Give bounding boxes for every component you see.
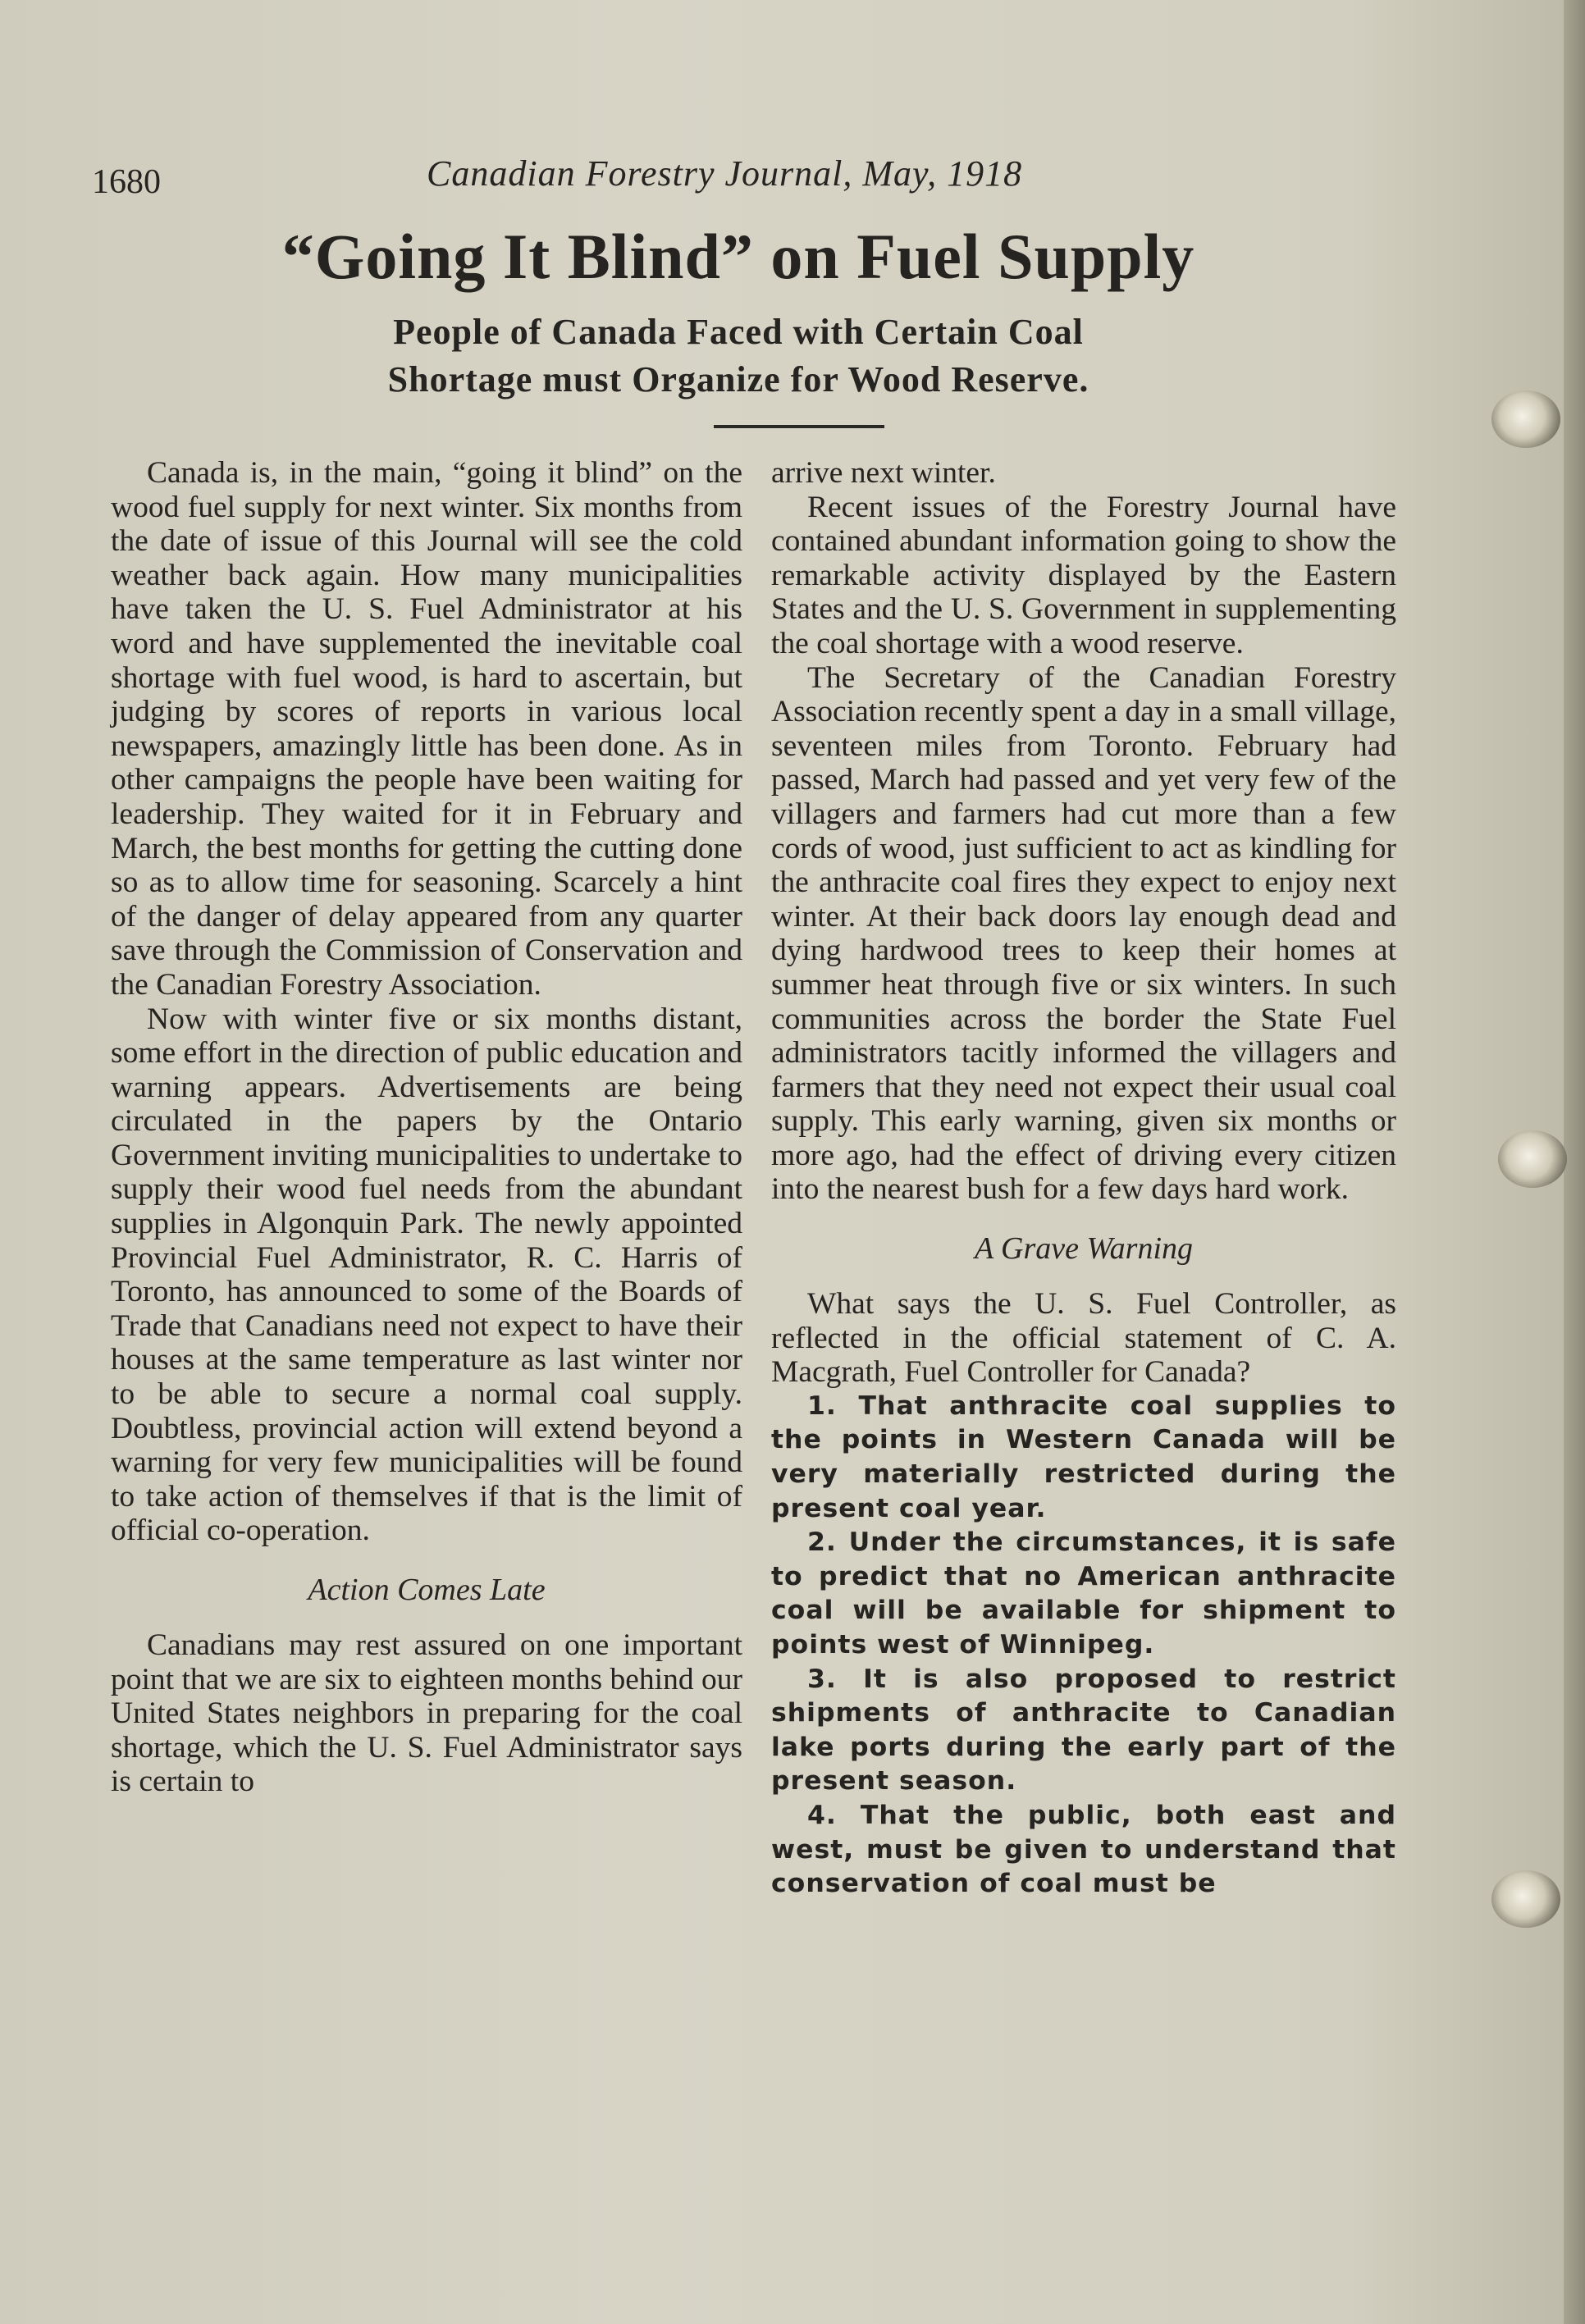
paragraph: Recent issues of the Forestry Journal have contained abundant information going to show the remarkable activity displayed by the Eastern States and the U. S. Government in supplementing the coal shortage with a wood reserve. [771, 490, 1396, 660]
paragraph-continued: arrive next winter. [771, 456, 996, 490]
article-title: “Going It Blind” on Fuel Supply [281, 221, 1195, 292]
page-number: 1680 [92, 163, 161, 201]
paragraph: What says the U. S. Fuel Controller, as reflected in the official statement of C. A. Macgrath, Fuel Controller for Canada? [771, 1287, 1396, 1390]
section-heading: A Grave Warning [975, 1231, 1193, 1267]
list-item: 2. Under the circumstances, it is safe to predict that no American anthracite coal will be available for shipment to points west of Winnipeg. [771, 1527, 1396, 1660]
running-head: Canadian Forestry Journal, May, 1918 [427, 153, 1023, 194]
paragraph: Canada is, in the main, “going it blind” on the wood fuel supply for next winter. Six months from the date of issue of this Journal will see the cold weather back again. How many municipalities have taken the U. S. Fuel Administrator at his word and have supplemented the inevitable coal shortage with fuel wood, is hard to ascertain, but judging by scores of reports in various local newspapers, amazingly little has been done. As in other campaigns the people have been waiting for leadership. They waited for it in February and March, the best months for getting the cutting done so as to allow time for seasoning. Scarcely a hint of the danger of delay appeared from any quarter save through the Commission of Conservation and the Canadian Forestry Association. [111, 456, 742, 1002]
paragraph: Now with winter five or six months distant, some effort in the direction of public education and warning appears. Advertisements are being circulated in the papers by the Ontario Government inviting municipalities to undertake to supply their wood fuel needs from the abundant supplies in Algonquin Park. The newly appointed Provincial Fuel Administrator, R. C. Harris of Toronto, has announced to some of the Boards of Trade that Canadians need not expect to have their houses at the same temperature as last winter nor to be able to secure a normal coal supply. Doubtless, provincial action will extend beyond a warning for very few municipalities will be found to take action of themselves if that is the limit of official co-operation. [111, 1002, 742, 1548]
section-heading: Action Comes Late [308, 1573, 546, 1607]
list-item: 4. That the public, both east and west, must be given to understand that conservation of coal must be [771, 1800, 1396, 1899]
left-column [111, 456, 742, 1799]
binding-hole [1491, 390, 1560, 448]
article-subtitle [205, 308, 1272, 404]
subtitle-line-1: People of Canada Faced with Certain Coal [393, 312, 1084, 352]
subtitle-line-2: Shortage must Organize for Wood Reserve. [387, 359, 1089, 400]
list-item: 1. That anthracite coal supplies to the points in Western Canada will be very materially restricted during the present coal year. [771, 1390, 1396, 1523]
binding-hole [1491, 1870, 1560, 1928]
page-edge [1564, 0, 1585, 2324]
paragraph: Canadians may rest assured on one important point that we are six to eighteen months behind our United States neighbors in preparing for the coal shortage, which the U. S. Fuel Administrator says is certain to [111, 1628, 742, 1799]
paragraph: The Secretary of the Canadian Forestry Association recently spent a day in a small village, seventeen miles from Toronto. February had passed, March had passed and yet very few of the villagers and farmers had cut more than a few cords of wood, just sufficient to act as kindling for the anthracite coal fires they expect to enjoy next winter. At their back doors lay enough dead and dying hardwood trees to keep their homes at summer heat through five or six winters. In such communities across the border the State Fuel administrators tacitly informed the villagers and farmers that they need not expect their usual coal supply. This early warning, given six months or more ago, had the effect of driving every citizen into the nearest bush for a few days hard work. [771, 660, 1396, 1207]
right-column [771, 456, 1396, 1902]
title-rule [714, 425, 884, 428]
binding-hole [1498, 1130, 1567, 1188]
list-item: 3. It is also proposed to restrict shipments of anthracite to Canadian lake ports during the early part of the present season. [771, 1664, 1396, 1797]
